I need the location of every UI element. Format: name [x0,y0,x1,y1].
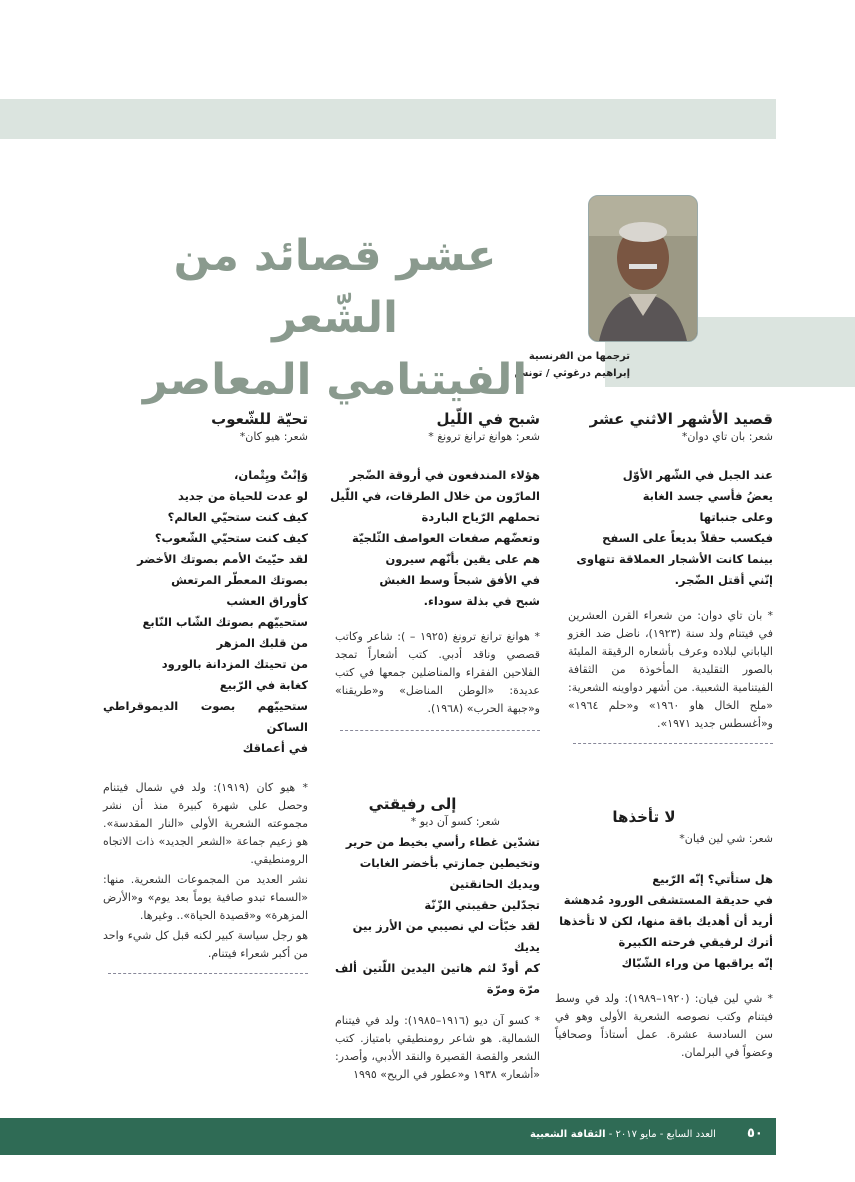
poem-line: يعضُ فأسي جسد الغابة [642,489,773,503]
footer-issue-info [530,1129,716,1140]
poem-line: في الأفق شبحاً وسط الغبش [379,573,540,587]
poem-block-twelve-months [568,410,773,744]
poem-line: هؤلاء المندفعون في أروقة الضّجر [349,468,540,482]
poem-line: أريد أن أهديك باقة منها، لكن لا تأخذها [559,914,773,928]
poem-line: وَإنْتْ ويِتْمان، [234,468,308,482]
poem-line: فيكسب حقلاً بديعاً على السفح [602,531,773,545]
poem-author: شعر: هيو كان* [239,430,308,443]
poet-bio: * شي لين فيان: (١٩٢٠–١٩٨٩): ولد في وسط فيتنام وكتب نصوصه الشعرية الأولى وهو في سن السادسة عشرة. عمل أستاذاً وصحافياً وعضواً في البرلمان. [555,992,773,1059]
poem-line: ستحييّهم بصوتك الشّاب النّابع [142,615,308,629]
poem-line: وعلى جنباتها [699,510,773,524]
poem-line: كيف كنت ستحيّي الشّعوب؟ [154,531,308,545]
magazine-name: الثقافة الشعبية [530,1129,606,1140]
poem-line: تشدّين غطاء رأسي بخيط من حرير [345,835,540,849]
poem-author: شعر: كسو آن ديو * [410,815,500,828]
poem-title: لا تأخذها [612,808,676,826]
poem-line: بصوتك المعطّر المرتعش [171,573,308,587]
poem-line: ويديك الحانقتين [449,877,540,891]
poem-line: لقد حيّيتَ الأمم بصوتك الأخضر [137,552,308,566]
poem-block-ghost-night [330,410,540,731]
poem-line: في أعماقك [242,741,308,755]
poem-block-greeting-peoples [103,410,308,974]
poem-line: وتعضّهم صفعات العواصف الثّلجيّة [352,531,540,545]
poem-line: تحملهم الرّياح الباردة [421,510,540,524]
poem-title: إلى رفيقتي [368,795,457,813]
article-title-line-2: الفيتنامي المعاصر [142,355,528,405]
poem-line: أترك لرفيقي فرحته الكبيرة [618,935,773,949]
poem-text [335,832,540,1000]
poet-bio: * هوانغ ترانغ ترونغ (١٩٢٥ – ): شاعر وكاتب قصصي وناقد أدبي. كتب أشعاراً تمجد الفلاحين الفقراء والمناضلين جمعها في كتب عديدة: «الوطن المناضل» و«طريقنا» و«جبهة الحرب» (١٩٦٨). [335,630,540,715]
separator-line [573,743,773,744]
poem-line: ستحييّهم بصوت الديموقراطي الساكن [103,699,308,734]
poem-title: تحيّة للشّعوب [211,410,308,428]
poem-line: كم أودّ لثم هاتين اليدين اللّتين ألف مرّة ومرّة [335,961,540,996]
poem-line: المارّون من خلال الطرقات، في اللّيل [330,489,540,503]
poet-bio: * كسو آن ديو (١٩١٦–١٩٨٥): ولد في فيتنام الشمالية. هو شاعر رومنطيقي بامتياز. كتب الشعر والقصة القصيرة والنقد الأدبي، وأصدر: «أشعار» ١٩٣٨ و«عطور في الريح» ١٩٩٥ [335,1014,540,1081]
poem-line: هل ستأتي؟ إنّه الرّبيع [652,872,773,886]
poem-text [555,869,773,974]
poem-line: تجدّلين حقيبتي الزّنّة [424,898,540,912]
poem-line: كيف كنت ستحيّي العالم؟ [167,510,308,524]
poem-block-dont-take-it [555,808,773,1062]
poem-line: بينما كانت الأشجار العملاقة تتهاوى [576,552,773,566]
poem-text [568,465,773,591]
separator-line [340,730,540,731]
author-photo [588,195,698,342]
poet-bio-summary: هو رجل سياسة كبير لكنه قبل كل شيء واحد من أكبر شعراء فيتنام. [103,929,308,960]
poem-text [330,465,540,612]
article-title [130,225,540,411]
poem-block-to-my-comrade [335,795,540,1084]
poem-line: وتخيطين جمازتي بأخضر الغابات [359,856,540,870]
poet-bio: * هيو كان (١٩١٩): ولد في شمال فيتنام وحصل على شهرة كبيرة منذ أن نشر مجموعته الشعرية الأولى «النار المقدسة». هو زعيم جماعة «الشعر الجديد» ذات الاتجاه الرومنطيقي. [103,781,308,866]
poem-line: إنّه يراقبها من وراء الشّبّاك [621,956,773,970]
translator-name: إبراهيم درغوثي / تونس [514,368,630,379]
poem-line: كأوراق العشب [226,594,308,608]
poem-line: عند الجبل في الشّهر الأوّل [622,468,773,482]
poem-line: هم على يقين بأنّهم سيرون [385,552,540,566]
top-decorative-band [0,99,776,139]
poem-line: لو عدت للحياة من جديد [177,489,308,503]
page-footer [0,1118,776,1155]
portrait-illustration [589,196,697,341]
poem-line: إنّني أقتل الضّجر. [674,573,773,587]
poem-author: شعر: هوانغ ترانغ ترونغ * [428,430,540,443]
poem-author: شعر: بان تاي دوان* [681,430,773,443]
poem-author: شعر: شي لين فيان* [679,832,773,845]
poem-line: من قلبك المزهر [216,636,308,650]
poem-title: قصيد الأشهر الاثني عشر [589,410,773,428]
page-number: ٥٠ [747,1126,763,1141]
poem-line: كغابة في الرّبيع [219,678,308,692]
poem-text [103,465,308,759]
poem-line: في حديقة المستشفى الورود مُدهشة [563,893,773,907]
poet-bio: * بان تاي دوان: من شعراء القرن العشرين في فيتنام ولد سنة (١٩٢٣)، ناضل ضد الغزو الياباني لبلاده وعرف بأشعاره الرقيقة المليئة بالصور التقليدية المأخوذة من الثقافة الفيتنامية الشعبية. من أشهر دواوينه الشعرية: «ملح الخال هاو ١٩٦٠» و«حلم ١٩٦٤» و«أغسطس جديد ١٩٧١». [568,609,774,730]
footer-issue: العدد السابع - مايو ٢٠١٧ - [608,1129,716,1140]
article-title-line-1: عشر قصائد من الشّعر [173,231,497,343]
separator-line [108,973,308,974]
poet-bio-publications: نشر العديد من المجموعات الشعرية. منها: «السماء تبدو صافية يوماً بعد يوم» و«الأرض المزهرة» و«قصيدة الحياة».. وغيرها. [103,873,308,922]
poem-title: شبح في اللّيل [436,410,540,428]
poem-line: من تحيتك المزدانة بالورود [161,657,308,671]
poem-line: شبح في بذلة سوداء. [423,594,540,608]
poem-line: لقد خبّأت لي نصيبي من الأرز بين يديك [352,919,540,954]
translator-note: ترجمها من الفرنسية [528,351,630,362]
